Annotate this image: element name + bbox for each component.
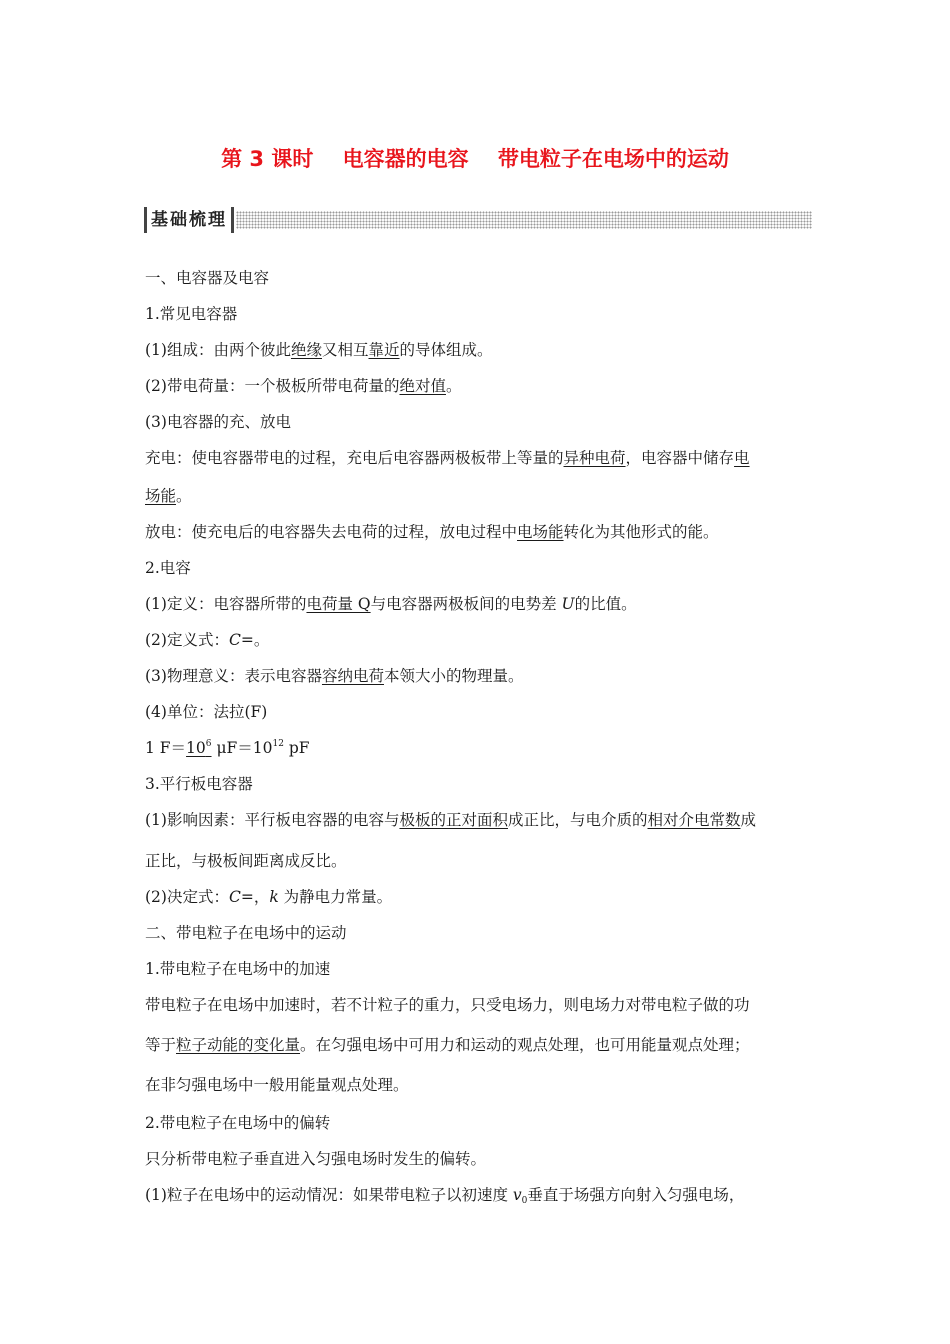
blank-answer: 相对介电常数 <box>647 811 741 829</box>
paragraph: (3)电容器的充、放电 <box>145 413 291 431</box>
blank-answer: 电场能 <box>517 523 564 541</box>
paragraph: 只分析带电粒子垂直进入匀强电场时发生的偏转。 <box>145 1150 487 1168</box>
heading-common-capacitor: 1.常见电容器 <box>145 305 238 323</box>
heading-particle-motion: 二、带电粒子在电场中的运动 <box>145 924 347 942</box>
paragraph: (2)带电荷量：一个极板所带电荷量的绝对值。 <box>145 377 462 395</box>
blank-answer: 绝对值 <box>399 377 446 395</box>
paragraph: 放电：使充电后的电容器失去电荷的过程，放电过程中电场能转化为其他形式的能。 <box>145 523 719 541</box>
blank-answer: 极板的正对面积 <box>399 811 508 829</box>
paragraph: 场能。 <box>145 487 192 505</box>
paragraph: 充电：使电容器带电的过程，充电后电容器两极板带上等量的异种电荷，电容器中储存电 <box>145 449 750 467</box>
blank-answer: 靠近 <box>368 341 400 359</box>
blank-answer: 异种电荷 <box>563 449 626 467</box>
paragraph: 在非匀强电场中一般用能量观点处理。 <box>145 1076 409 1094</box>
paragraph: (2)定义式：C=。 <box>145 631 270 649</box>
unit-conversion: 1 $F=10^6$ $\mu F=10^{12}$ pF <box>145 739 310 757</box>
page-title: 第 3 课时 电容器的电容 带电粒子在电场中的运动 <box>221 147 729 171</box>
paragraph: (3)物理意义：表示电容器容纳电荷本领大小的物理量。 <box>145 667 524 685</box>
blank-answer: 电荷量 Q <box>306 595 371 613</box>
blank-answer: $10^6$ <box>186 739 212 757</box>
dotted-rule <box>236 211 812 229</box>
heading-parallel-plate: 3.平行板电容器 <box>145 775 253 793</box>
paragraph: (1)组成：由两个彼此绝缘又相互靠近的导体组成。 <box>145 341 493 359</box>
paragraph: 正比，与极板间距离成反比。 <box>145 852 347 870</box>
heading-deflection: 2.带电粒子在电场中的偏转 <box>145 1114 331 1132</box>
heading-capacitance: 2.电容 <box>145 559 191 577</box>
heading-acceleration: 1.带电粒子在电场中的加速 <box>145 960 331 978</box>
heading-capacitor: 一、电容器及电容 <box>145 269 270 287</box>
paragraph: (1)影响因素：平行板电容器的电容与极板的正对面积成正比，与电介质的相对介电常数成 <box>145 811 757 829</box>
paragraph: (1)定义：电容器所带的电荷量 Q与电容器两极板间的电势差 U的比值。 <box>145 595 637 613</box>
paragraph: 等于粒子动能的变化量。在匀强电场中可用力和运动的观点处理，也可用能量观点处理； <box>145 1036 750 1054</box>
blank-answer: 场能 <box>145 487 177 505</box>
blank-answer: 绝缘 <box>290 341 322 359</box>
blank-answer: 电 <box>734 449 750 467</box>
paragraph: 带电粒子在电场中加速时，若不计粒子的重力，只受电场力，则电场力对带电粒子做的功 <box>145 996 750 1014</box>
blank-answer: 粒子动能的变化量 <box>176 1036 301 1054</box>
paragraph: (2)决定式：C=，k 为静电力常量。 <box>145 888 393 906</box>
paragraph: (4)单位：法拉(F) <box>145 703 268 721</box>
paragraph: (1)粒子在电场中的运动情况：如果带电粒子以初速度 $v_0$垂直于场强方向射入匀强电场， <box>145 1186 745 1206</box>
section-banner <box>144 207 812 233</box>
section-banner-label: 基础梳理 <box>144 207 234 233</box>
blank-answer: 容纳电荷 <box>321 667 384 685</box>
